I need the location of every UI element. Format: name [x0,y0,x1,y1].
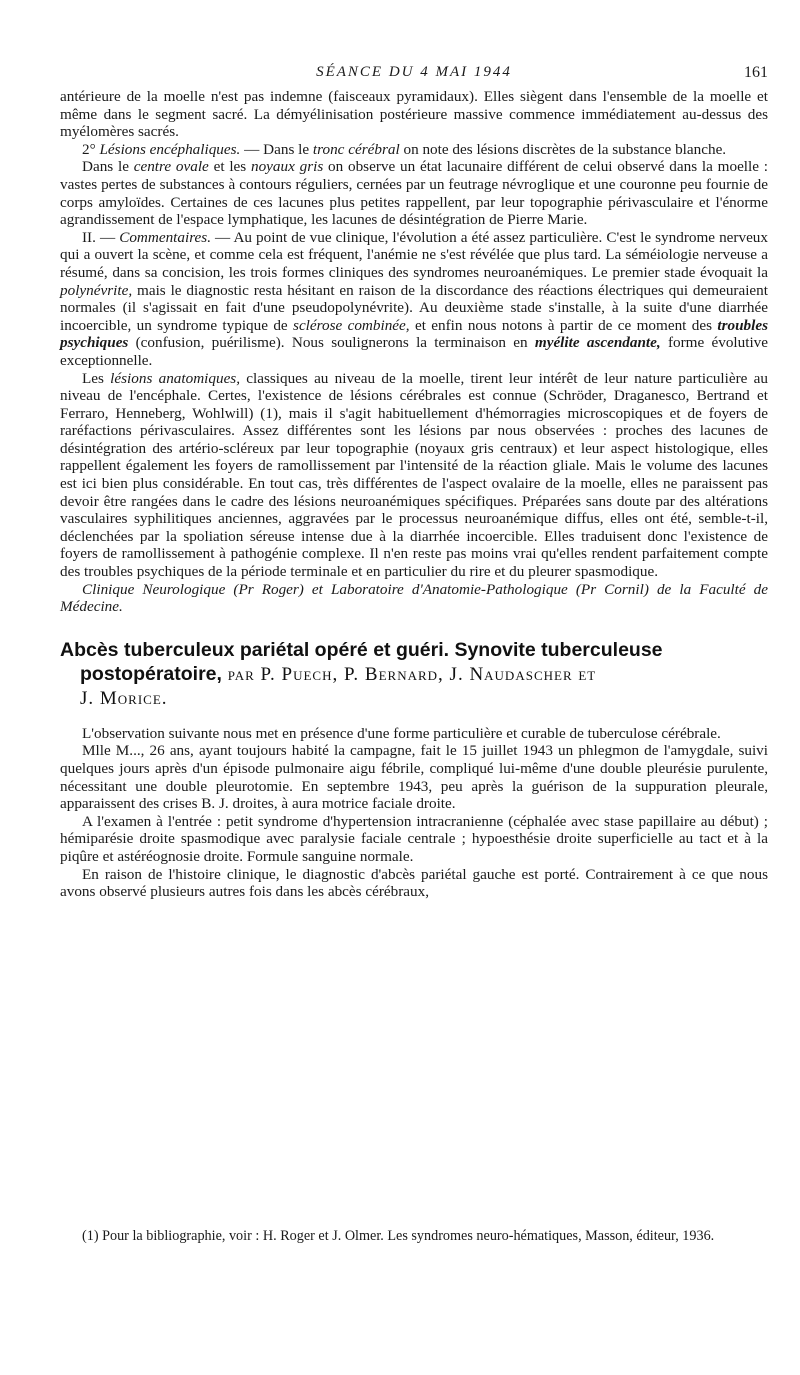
emphasis: centre ovale [133,158,209,176]
text-run: on observe un état lacunaire différent de celui observé dans la moelle : vastes pertes de substances à contours réguliers, cernées par un feutrage névroglique et une couronne peu fournie de corps amyloïdes. Certaines de ces lacunes plus petites rappellent, par leur topographie périvasculaire et l'énorme agrandissement de l'espace lymphatique, les lacunes de désintégration de Pierre Marie. [60,158,768,229]
text-run: Dans le [82,158,134,176]
text-run: mais le diagnostic resta hésitant en raison de la discordance des réactions électriques qui demeuraient normales (il s'agissait en fait d'une pseudopolynévrite). Au deuxième stade s'installe, à la suite d'une diarrhée incoercible, un syndrome typique de [60,281,768,334]
emphasis: tronc cérébral [312,140,400,158]
section-number: 2° [82,140,100,158]
paragraph [60,370,768,581]
page-header [60,58,768,88]
title-text: postopératoire, [80,662,222,685]
text-run: Les [82,369,111,387]
section-number: II. — [82,228,120,246]
emphasis: troubles psychiques [60,316,768,352]
title-line: Abcès tuberculeux pariétal opéré et guéri. Synovite tuberculeuse [60,638,663,661]
document-page [60,58,768,901]
text-run: (confusion, puérilisme). Nous soulignerons la terminaison en [128,334,535,352]
text-run: et enfin nous notons à partir de ce moment des [409,316,718,334]
text-run: — Au point de vue clinique, l'évolution a été assez particulière. C'est le syndrome nerveux qui a ouvert la scène, et comme cela est fréquent, l'anémie ne s'est révélée que plus tard. La séméiologie nerveuse a résumé, dans sa concision, les trois formes cliniques des syndromes neuroanémiques. Le premier stade évoquait la [60,228,768,281]
paragraph: antérieure de la moelle n'est pas indemne (faisceaux pyramidaux). Elles siègent dans l'ensemble de la moelle et même dans le segment sacré. La démyélinisation postérieure massive commence immédiatement au-dessus des myélomères sacrés. [60,88,768,141]
title-line [60,662,768,687]
paragraph: L'observation suivante nous met en présence d'une forme particulière et curable de tuberculose cérébrale. [82,724,721,742]
section-heading: Lésions encéphaliques. [99,140,241,158]
emphasis: sclérose combinée, [293,316,410,334]
byline: par [221,663,261,685]
body-text [60,88,768,616]
emphasis: noyaux gris [250,158,324,176]
affiliation [60,581,768,616]
text-run: et les [208,158,251,176]
emphasis: myélite ascendante, [534,334,661,352]
emphasis: lésions anatomiques, [110,369,241,387]
authors: P. Puech, P. Bernard, J. Naudascher et [260,663,597,685]
section-heading: Commentaires. [119,228,212,246]
text-run: — Dans le [240,140,313,158]
article-title [60,638,768,711]
paragraph: A l'examen à l'entrée : petit syndrome d'hypertension intracranienne (céphalée avec stase papillaire au début) ; hémiparésie droite spasmodique avec paralysie faciale centrale ; hypoesthésie droite superficielle au tact et à la piqûre et astéréognosie droite. Formule sanguine normale. [60,812,768,865]
text-run: on note des lésions discrètes de la substance blanche. [399,140,727,158]
text-run: classiques au niveau de la moelle, tirent leur intérêt de leur nature particulière au niveau de l'encéphale. Certes, l'existence de lésions cérébrales est connue (Schröder, Draganesco, Bertrand et Ferraro, Henneberg, Wohlwill) (1), mais il s'agit habituellement d'hémorragies microscopiques et de foyers de raréfactions périvasculaires. Assez différentes sont les lésions par nous observées : proches des lacunes de désintégration des artério-scléreux par leur topographie (noyaux gris centraux) et leur aspect histologique, elles rappellent également les foyers de ramollissement par l'intensité de la réaction gliale. Mais le volume des lacunes est ici bien plus considérable. En tout cas, très différentes de l'aspect ovalaire de la moelle, elles ne paraissent pas devoir être rangées dans le cadre des lésions neuroanémiques spécifiques. Préparées sans doute par des altérations vasculaires syphilitiques anciennes, aggravées par le processus neuroanémique diffus, elles ont été, semble-t-il, déclenchées par la spoliation séreuse intense due à la diarrhée incoercible. Elles traduisent donc l'existence de foyers de ramollissement à pathogénie complexe. Il n'en reste pas moins vrai qu'elles rendent parfaitement compte des troubles psychiques de la période terminale et en particulier du rire et du pleurer spasmodique. [60,369,768,581]
paragraph: Mlle M..., 26 ans, ayant toujours habité la campagne, fait le 15 juillet 1943 un phlegmon de l'amygdale, suivi quelques jours après d'un épisode pulmonaire aigu fébrile, compliqué lui-même d'une double pleurésie purulente, nécessitant une double pleurotomie. En septembre 1943, peu après la guérison de la suppuration pleurale, apparaissent des crises B. J. droites, à aura motrice faciale droite. [60,742,768,813]
paragraph [60,229,768,370]
paragraph [60,158,768,228]
page-number: 161 [744,64,768,81]
article-body [60,725,768,901]
footnote-text: (1) Pour la bibliographie, voir : H. Roger et J. Olmer. Les syndromes neuro-hématiques, Masson, éditeur, 1936. [82,1228,715,1244]
paragraph: En raison de l'histoire clinique, le diagnostic d'abcès pariétal gauche est porté. Contrairement à ce que nous avons observé plusieurs autres fois dans les abcès cérébraux, [60,865,768,901]
emphasis: polynévrite, [60,281,133,299]
affiliation-text: Clinique Neurologique (Pr Roger) et Laboratoire d'Anatomie-Pathologique (Pr Cornil) de la Faculté de Médecine. [60,580,768,616]
paragraph [60,141,768,159]
authors-continued: J. Morice. [80,687,168,709]
running-title: SÉANCE DU 4 MAI 1944 [316,64,512,80]
footnote [60,1228,768,1246]
text-run: forme évolutive exceptionnelle. [60,334,769,369]
